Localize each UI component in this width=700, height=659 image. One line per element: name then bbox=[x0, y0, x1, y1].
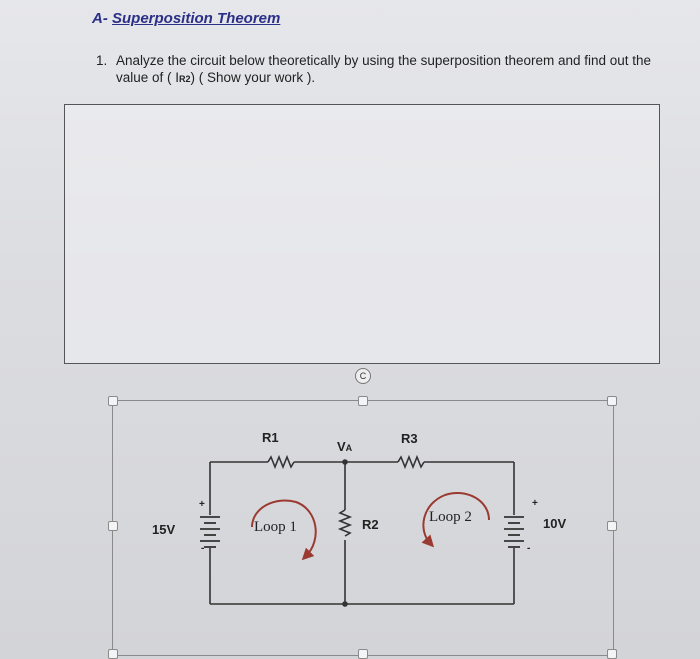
resistor-r3-icon bbox=[398, 457, 424, 467]
label-va-main: V bbox=[337, 439, 346, 454]
section-prefix: A- bbox=[92, 10, 112, 27]
label-left-minus: - bbox=[201, 543, 205, 554]
label-r2: R2 bbox=[362, 517, 379, 532]
node-bottom-icon bbox=[342, 601, 348, 607]
resistor-r1-icon bbox=[268, 457, 294, 467]
label-left-plus: + bbox=[199, 499, 205, 510]
label-right-plus: + bbox=[532, 498, 538, 509]
resistor-r2-icon bbox=[340, 510, 350, 536]
label-source-right: 10V bbox=[543, 516, 567, 531]
question-text-before: Analyze the circuit below theoretically by using the superposition theorem and find out the value of ( I bbox=[116, 53, 652, 85]
label-loop1: Loop 1 bbox=[254, 519, 297, 535]
question-subscript: R2 bbox=[179, 74, 191, 84]
label-source-left: 15V bbox=[152, 522, 176, 537]
battery-right-icon bbox=[504, 517, 524, 547]
node-va-icon bbox=[342, 459, 348, 465]
rotate-handle-icon[interactable]: C bbox=[355, 368, 371, 384]
label-loop2: Loop 2 bbox=[429, 509, 472, 525]
label-r3: R3 bbox=[401, 431, 418, 446]
question-number: 1. bbox=[96, 53, 108, 68]
label-va bbox=[337, 439, 352, 454]
label-va-sub: A bbox=[345, 443, 353, 453]
question-text-after: ) ( Show your work ). bbox=[190, 70, 316, 85]
section-heading: Superposition Theorem bbox=[112, 10, 281, 27]
label-r1: R1 bbox=[262, 430, 279, 445]
label-right-minus: - bbox=[527, 543, 531, 554]
